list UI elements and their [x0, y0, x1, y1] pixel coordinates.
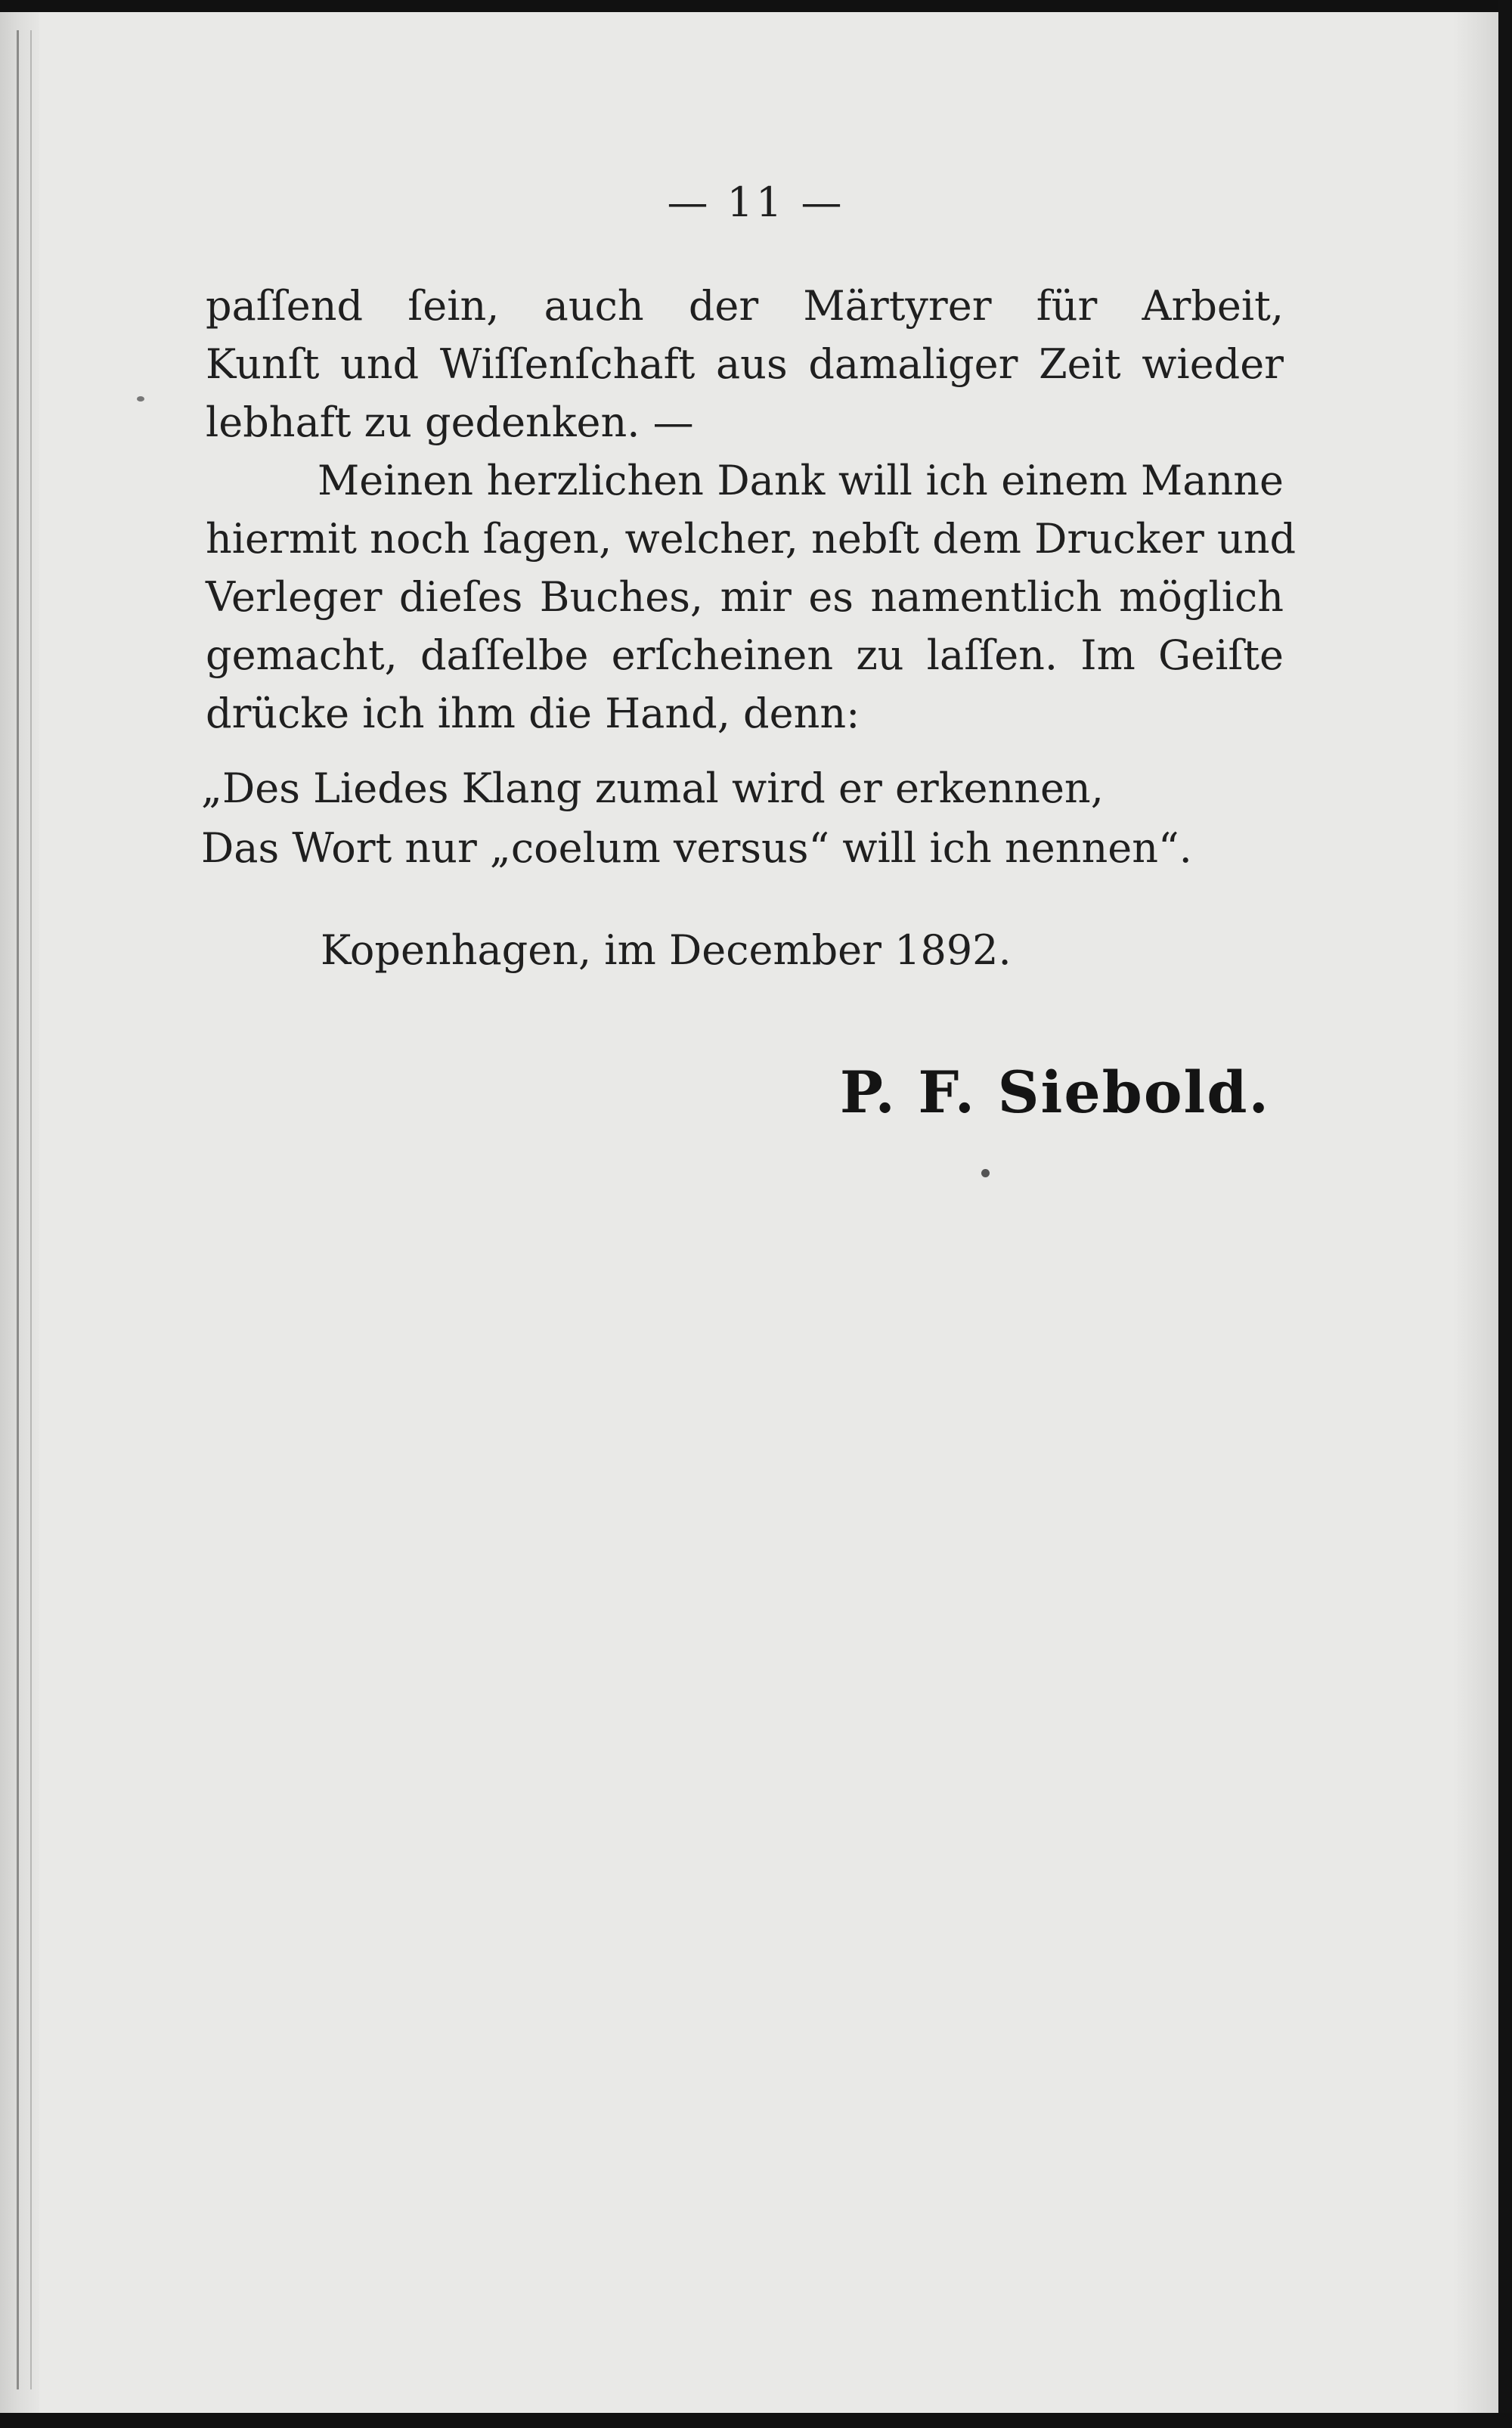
paragraph-line: Kunſt und Wiſſenſchaft aus damaliger Zeit wieder	[206, 340, 1284, 388]
binding-edge-line	[17, 30, 19, 2389]
author-signature: P. F. Siebold.	[839, 1059, 1270, 1126]
binding-gutter	[0, 12, 39, 2413]
verse-line: „Des Liedes Klang zumal wird er erkennen,	[201, 764, 1104, 812]
page-edge-shadow	[1453, 12, 1498, 2413]
paragraph-line: lebhaft zu gedenken. —	[206, 398, 694, 446]
scan-border-top	[0, 0, 1512, 12]
paragraph-line: Verleger dieſes Buches, mir es namentlich möglich	[206, 573, 1284, 621]
ink-speck	[981, 1169, 990, 1177]
scan-border-bottom	[0, 2413, 1512, 2428]
paragraph-line: hiermit noch ſagen, welcher, nebſt dem Drucker und	[206, 515, 1297, 563]
paragraph-2	[206, 451, 1297, 743]
place-and-date: Kopenhagen, im December 1892.	[321, 926, 1012, 974]
paragraph-line: paſſend ſein, auch der Märtyrer für Arbeit,	[206, 282, 1284, 330]
verse-line: Das Wort nur „coelum versus“ will ich nennen“.	[201, 824, 1192, 872]
page-number: — 11 —	[667, 178, 845, 226]
scan-border-right	[1498, 0, 1512, 2428]
verse-quote	[201, 758, 1305, 878]
paragraph-line: gemacht, daſſelbe erſcheinen zu laſſen. Im Geiſte	[206, 631, 1284, 679]
paragraph-line: Meinen herzlichen Dank will ich einem Manne	[318, 457, 1284, 504]
binding-inner-line	[30, 30, 32, 2389]
paragraph-1	[206, 277, 1284, 451]
ink-speck	[137, 396, 144, 402]
paragraph-line: drücke ich ihm die Hand, denn:	[206, 690, 860, 737]
